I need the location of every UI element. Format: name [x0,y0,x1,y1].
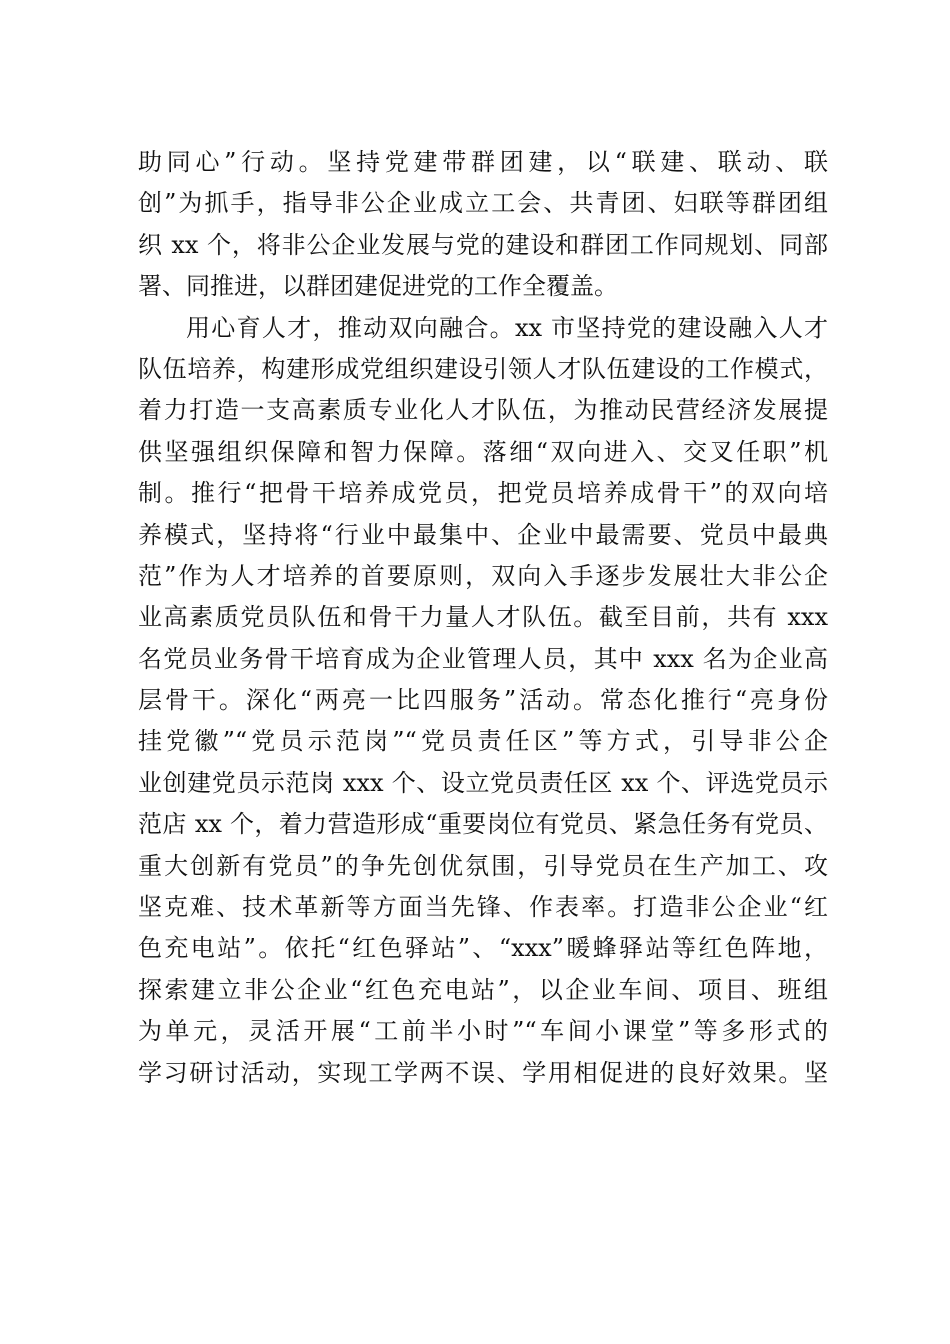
paragraph-2 [138,308,828,1094]
text-line: 业高素质党员队伍和骨干力量人才队伍。截至目前，共有 xxx [138,603,828,632]
paragraph-1 [138,142,828,308]
text-line: 助同心”行动。坚持党建带群团建，以“联建、联动、联 [138,148,828,176]
text-line: 创”为抓手，指导非公企业成立工会、共青团、妇联等群团组 [138,189,828,218]
text-line: 色充电站”。依托“红色驿站”、“xxx”暖蜂驿站等红色阵地， [138,934,828,963]
text-line: 层骨干。深化“两亮一比四服务”活动。常态化推行“亮身份 [138,686,828,715]
text-line: 养模式，坚持将“行业中最集中、企业中最需要、党员中最典 [138,520,828,549]
text-line: 范”作为人才培养的首要原则，双向入手逐步发展壮大非公企 [138,561,828,590]
text-line: 名党员业务骨干培育成为企业管理人员，其中 xxx 名为企业高 [138,644,828,673]
text-line: 署、同推进，以群团建促进党的工作全覆盖。 [138,272,618,301]
text-line: 用心育人才，推动双向融合。xx 市坚持党的建设融入人才 [186,313,828,342]
text-line: 坚克难、技术革新等方面当先锋、作表率。打造非公企业“红 [138,893,828,922]
document-body [138,142,828,1094]
text-line: 供坚强组织保障和智力保障。落细“双向进入、交叉任职”机 [138,437,828,466]
text-line: 队伍培养，构建形成党组织建设引领人才队伍建设的工作模式， [138,354,828,383]
text-line: 挂党徽”“党员示范岗”“党员责任区”等方式，引导非公企 [138,727,828,756]
text-line: 学习研讨活动，实现工学两不误、学用相促进的良好效果。坚 [138,1058,828,1087]
text-line: 业创建党员示范岗 xxx 个、设立党员责任区 xx 个、评选党员示 [138,768,828,797]
text-line: 探索建立非公企业“红色充电站”，以企业车间、项目、班组 [138,975,828,1004]
text-line: 织 xx 个，将非公企业发展与党的建设和群团工作同规划、同部 [138,230,828,259]
text-line: 重大创新有党员”的争先创优氛围，引导党员在生产加工、攻 [138,851,828,880]
text-line: 为单元，灵活开展“工前半小时”“车间小课堂”等多形式的 [138,1017,828,1046]
text-line: 范店 xx 个，着力营造形成“重要岗位有党员、紧急任务有党员、 [138,810,828,839]
text-line: 着力打造一支高素质专业化人才队伍，为推动民营经济发展提 [138,396,828,425]
text-line: 制。推行“把骨干培养成党员，把党员培养成骨干”的双向培 [138,479,828,508]
